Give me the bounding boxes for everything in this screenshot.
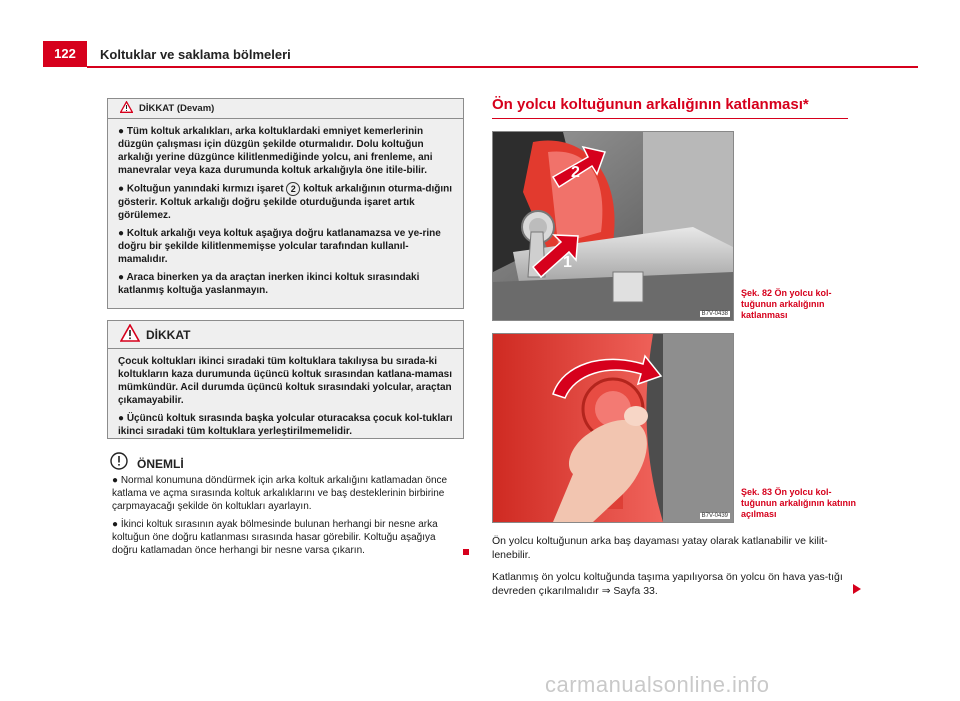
header-rule (87, 66, 918, 68)
warning-paragraph (118, 182, 455, 222)
important-paragraph: ● İkinci koltuk sırasının ayak bölmesinde bulunan herhangi bir nesne arka koltuğun öne doğru katlanması sırasında hasar görebilir. Koltuğu aşağıya doğru katlamadan önce herhangi bir nesne varsa çıkarın. (112, 519, 438, 556)
warning-text: koltuk arkalığının oturma-dığını gösterir. Koltuk arkalığı doğru şekilde oturduğunda işaret artık görülemez. (118, 183, 452, 221)
figure-label-2: 2 (571, 164, 580, 181)
warning-triangle-icon (120, 101, 133, 116)
important-title: ÖNEMLİ (137, 456, 184, 471)
warning-paragraph: ● Üçüncü koltuk sırasında başka yolcular oturacaksa çocuk kol-tukları ikinci sıradaki tüm koltuklara yerleştirilmemelidir. (118, 413, 453, 437)
warning-text: ● Koltuğun yanındaki kırmızı işaret (118, 183, 284, 195)
important-header (110, 452, 184, 475)
section-title: Ön yolcu koltuğunun arkalığının katlanması* (492, 96, 809, 113)
figure-82-caption: Şek. 82 Ön yolcu kol-tuğunun arkalığının katlanması (741, 288, 832, 320)
important-paragraph: ● Normal konumuna döndürmek için arka koltuk arkalığını katlamadan önce katlama ve açma sırasında koltuk arkalıklarını ve baş desteklerinin birbirine çarpmayacağı şekilde ön koltukları ayarlayın. (112, 475, 448, 512)
warning-paragraph: ● Araca binerken ya da araçtan inerken ikinci koltuk sırasındaki katlanmış koltuğa yaslanmayın. (118, 272, 420, 296)
warning-paragraph: ● Koltuk arkalığı veya koltuk aşağıya doğru katlanamazsa ve ye-rine doğru bir şekilde kilitlenmemişse yolcular tarafından kullanıl-mamalıdır. (118, 228, 441, 265)
warning-paragraph: Çocuk koltukları ikinci sıradaki tüm koltuklara takılıysa bu sırada-ki koltukların kaza durumunda üçüncü koltuk sırasından katlana-maması mümkündür. Acil durumda üçüncü koltuk sırasındaki yolcular, araçtan çıkamayabilir. (118, 356, 452, 406)
important-body (112, 474, 462, 562)
warning-continued-box (107, 98, 464, 309)
warning-box (107, 320, 464, 439)
page-number: 122 (43, 41, 87, 67)
warning-continued-header (108, 99, 463, 119)
watermark: carmanualsonline.info (545, 672, 770, 697)
figure-code: B7V-0438 (701, 311, 728, 317)
section-end-marker (463, 549, 469, 555)
warning-body (108, 349, 463, 447)
body-paragraph: Ön yolcu koltuğunun arka baş dayaması yatay olarak katlanabilir ve kilit-lenebilir. (492, 535, 828, 561)
figure-83-caption: Şek. 83 Ön yolcu kol-tuğunun arkalığının katının açılması (741, 487, 857, 519)
warning-paragraph: ● Tüm koltuk arkalıkları, arka koltuklardaki emniyet kemerlerinin düzgün çalışması için düzgün şekilde oturmalıdır. Dolu koltuğun arkalığı yerine düzgünce kilitlenmediğinde yolcu, ani frenleme, ani manevralar veya kaza durumunda koltuk arkalığıyla öne itile-bilir. (118, 126, 433, 176)
figure-code: B7V-0439 (701, 513, 728, 519)
figure-label-1: 1 (563, 254, 572, 271)
warning-continued-body (108, 119, 463, 306)
continue-arrow-icon (853, 584, 861, 594)
marker-2-badge: 2 (286, 182, 300, 196)
warning-title: DİKKAT (146, 327, 191, 342)
page-title: Koltuklar ve saklama bölmeleri (100, 47, 291, 62)
seat-illustration (493, 132, 733, 320)
exclamation-circle-icon (110, 452, 128, 475)
figure-82-seat-backrest-folding (492, 131, 734, 321)
section-rule (492, 118, 848, 119)
warning-triangle-icon (120, 324, 140, 345)
body-paragraph: Katlanmış ön yolcu koltuğunda taşıma yapılıyorsa ön yolcu ön hava yas-tığı devreden çıkarılmalıdır ⇒ Sayfa 33. (492, 571, 843, 597)
section-body (492, 534, 852, 606)
warning-header (108, 321, 463, 349)
warning-continued-title: DİKKAT (Devam) (139, 103, 215, 114)
lever-illustration (493, 334, 733, 522)
figure-83-backrest-unfolding (492, 333, 734, 523)
